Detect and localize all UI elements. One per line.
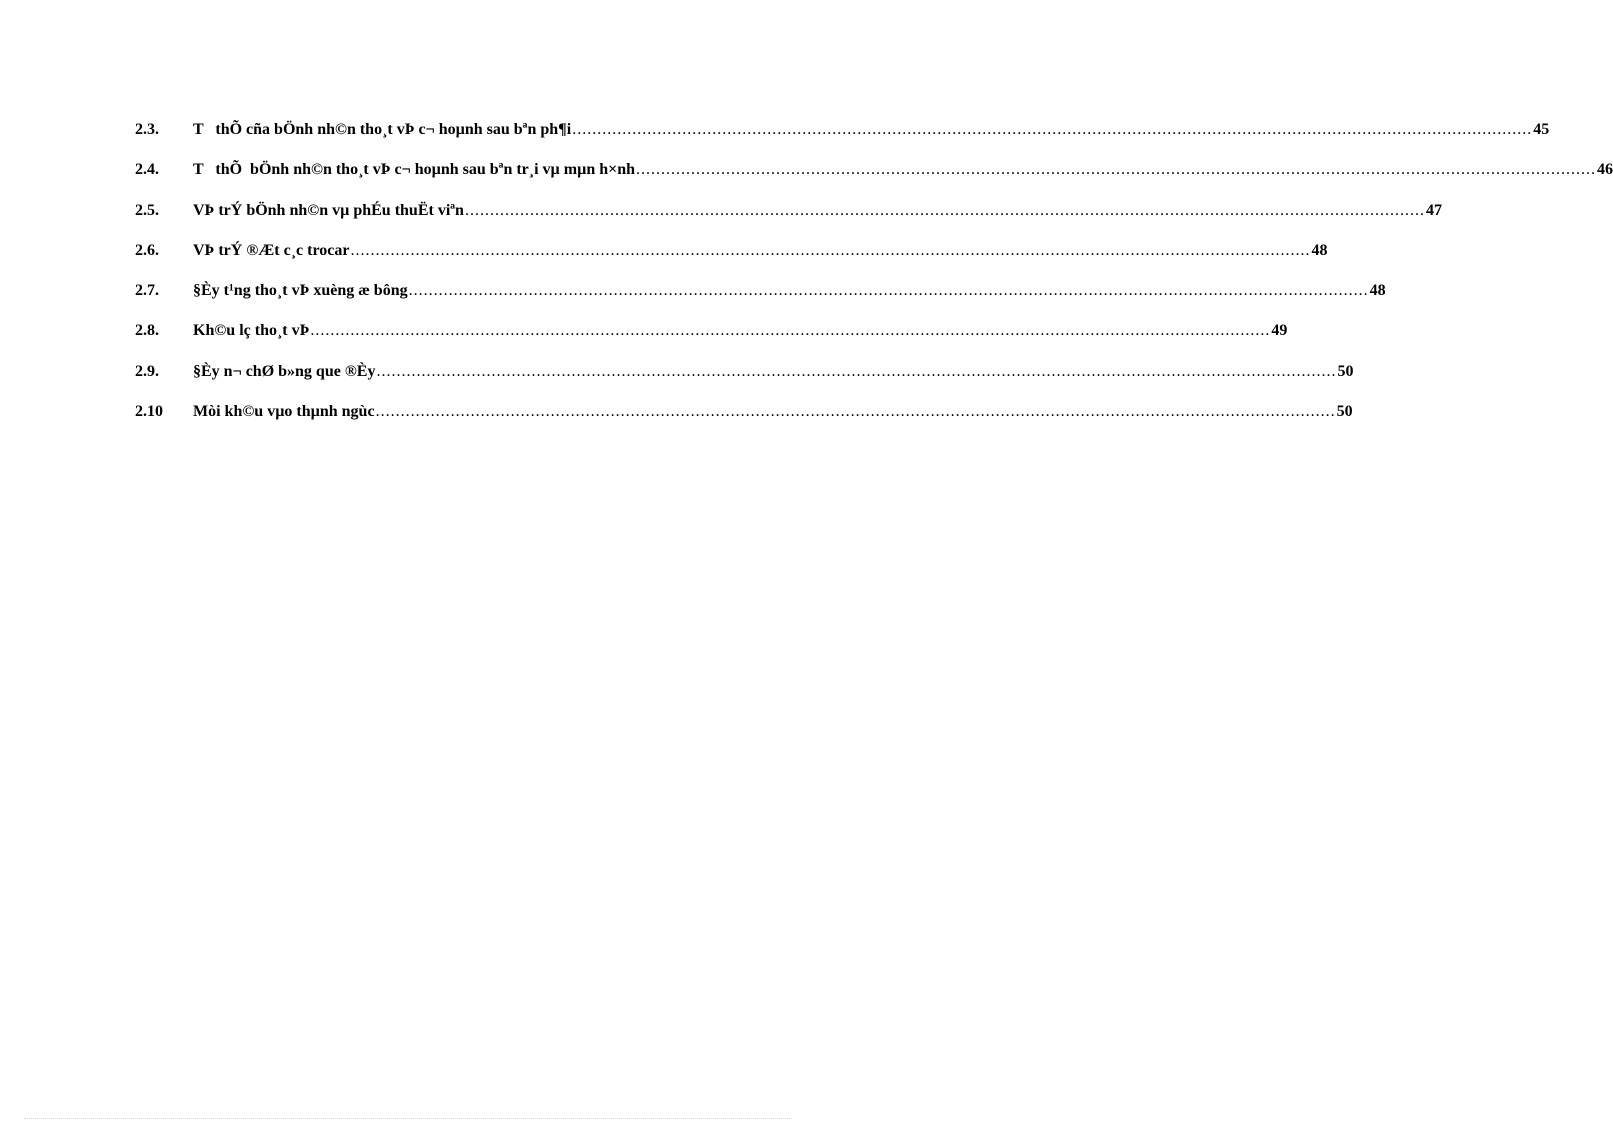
toc-entry bbox=[135, 403, 1353, 443]
toc-entry bbox=[135, 362, 1354, 403]
toc-entry bbox=[135, 161, 1613, 201]
toc-entry-title: T thÕ cña bÖnh nh©n tho¸t vÞ c¬ hoµnh sau bªn ph¶i bbox=[193, 121, 572, 138]
toc-entry-title: T thÕ bÖnh nh©n tho¸t vÞ c¬ hoµnh sau bªn tr¸i vµ mµn h×nh bbox=[193, 161, 636, 179]
toc-entry-page: 48 bbox=[1369, 282, 1386, 300]
toc-entry-number: 2.3. bbox=[135, 121, 159, 138]
toc-entry-page: 46 bbox=[1597, 161, 1613, 179]
toc-entry-title: VÞ trÝ ®Æt c¸c trocar bbox=[193, 241, 350, 259]
toc-entry-number: 2.10 bbox=[135, 403, 163, 421]
toc-entry-title: §Èy n¬ chØ b»ng que ®Èy bbox=[193, 362, 376, 380]
dot-leader bbox=[376, 403, 1336, 421]
toc-entry-number: 2.6. bbox=[135, 241, 159, 259]
dot-leader bbox=[465, 202, 1425, 220]
dot-leader bbox=[310, 322, 1270, 340]
toc-entry-page: 47 bbox=[1425, 201, 1442, 219]
dot-leader bbox=[409, 282, 1369, 300]
toc-entry-number: 2.5. bbox=[135, 201, 159, 219]
toc-entry bbox=[135, 241, 1328, 282]
dot-leader bbox=[572, 121, 1532, 139]
toc-entry-number: 2.8. bbox=[135, 322, 159, 340]
toc-entry-title: Mòi kh©u vµo thµnh ngùc bbox=[193, 403, 375, 421]
dot-leader bbox=[636, 161, 1596, 179]
page-bottom-divider bbox=[24, 1118, 792, 1119]
toc-entry-page: 49 bbox=[1271, 322, 1288, 340]
dot-leader bbox=[350, 242, 1310, 260]
toc-entry-page: 48 bbox=[1311, 241, 1328, 259]
toc-entry-title: Kh©u lç tho¸t vÞ bbox=[193, 322, 310, 340]
toc-entry-number: 2.4. bbox=[135, 161, 159, 179]
toc-entry-page: 50 bbox=[1336, 403, 1353, 421]
toc-entry-number: 2.9. bbox=[135, 362, 159, 380]
table-of-figures bbox=[135, 121, 1613, 443]
toc-entry bbox=[135, 282, 1386, 322]
toc-entry-page: 45 bbox=[1533, 121, 1550, 138]
toc-entry bbox=[135, 201, 1442, 242]
toc-entry-title: VÞ trÝ bÖnh nh©n vµ phÉu thuËt viªn bbox=[193, 201, 464, 219]
toc-entry bbox=[135, 121, 1550, 161]
toc-entry-title: §Èy t¹ng tho¸t vÞ xuèng æ bông bbox=[193, 282, 408, 300]
dot-leader bbox=[376, 363, 1336, 381]
toc-entry bbox=[135, 322, 1288, 362]
toc-entry-number: 2.7. bbox=[135, 282, 159, 300]
toc-entry-page: 50 bbox=[1337, 362, 1354, 380]
